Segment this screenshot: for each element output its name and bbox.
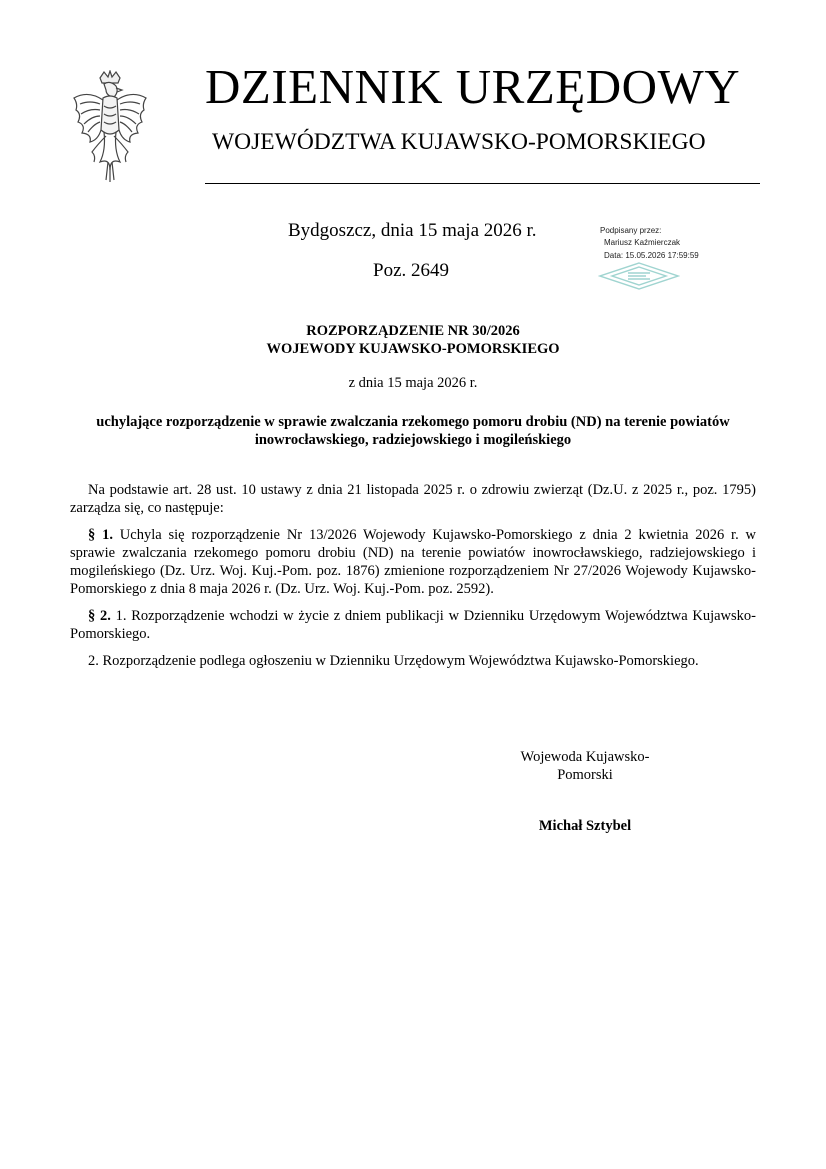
signed-by-label: Podpisany przez: (600, 226, 662, 235)
paragraph-1 (70, 526, 756, 598)
act-body (70, 481, 756, 679)
paragraph-1-text: Uchyla się rozporządzenie Nr 13/2026 Wojewody Kujawsko-Pomorskiego z dnia 2 kwietnia 2026 r. w sprawie zwalczania rzekomego pomoru drobiu (ND) na terenie powiatów inowrocławskiego, radziejowskiego i mogileńskiego (Dz. Urz. Woj. Kuj.-Pom. poz. 1876) zmienione rozporządzeniem Nr 27/2026 Wojewody Kujawsko-Pomorskiego z dnia 8 maja 2026 r. (Dz. Urz. Woj. Kuj.-Pom. poz. 2592). (70, 527, 757, 597)
signature-date: Data: 15.05.2026 17:59:59 (604, 250, 699, 260)
signatory-office-line2: Pomorski (557, 767, 613, 783)
paragraph-2-label: § 2. (88, 608, 111, 624)
place-and-date: Bydgoszcz, dnia 15 maja 2026 r. (288, 220, 537, 241)
act-date: z dnia 15 maja 2026 r. (348, 375, 478, 391)
act-title-line2: WOJEWODY KUJAWSKO-POMORSKIEGO (266, 341, 560, 357)
signatory-office (500, 748, 670, 784)
signature-signer: Mariusz Kaźmierczak (604, 238, 681, 248)
header-divider (205, 183, 760, 184)
preamble-paragraph: Na podstawie art. 28 ust. 10 ustawy z dnia 21 listopada 2025 r. o zdrowiu zwierząt (Dz.U. z 2025 r., poz. 1795) zarządza się, co następuje: (70, 482, 756, 516)
signatory-name: Michał Sztybel (538, 818, 632, 834)
paragraph-2-text: 1. Rozporządzenie wchodzi w życie z dniem publikacji w Dzienniku Urzędowym Województwa Kujawsko-Pomorskiego. (70, 608, 756, 642)
act-title-line1: ROZPORZĄDZENIE NR 30/2026 (306, 323, 520, 339)
paragraph-2 (70, 607, 756, 643)
position-number: Poz. 2649 (373, 260, 449, 281)
act-subject: uchylające rozporządzenie w sprawie zwalczania rzekomego pomoru drobiu (ND) na terenie powiatów inowrocławskiego, radziejowskiego i mogileńskiego (96, 414, 730, 448)
polish-eagle-emblem-icon (70, 70, 150, 188)
journal-subtitle: WOJEWÓDZTWA KUJAWSKO-POMORSKIEGO (212, 129, 706, 155)
paragraph-2-item-2: 2. Rozporządzenie podlega ogłoszeniu w Dzienniku Urzędowym Województwa Kujawsko-Pomorskiego. (88, 653, 699, 669)
signatory-office-line1: Wojewoda Kujawsko- (520, 749, 650, 765)
e-signature-icon (598, 262, 680, 290)
paragraph-1-label: § 1. (88, 527, 113, 543)
journal-title: DZIENNIK URZĘDOWY (205, 59, 741, 114)
act-title (0, 322, 826, 358)
electronic-signature-info (600, 225, 740, 262)
